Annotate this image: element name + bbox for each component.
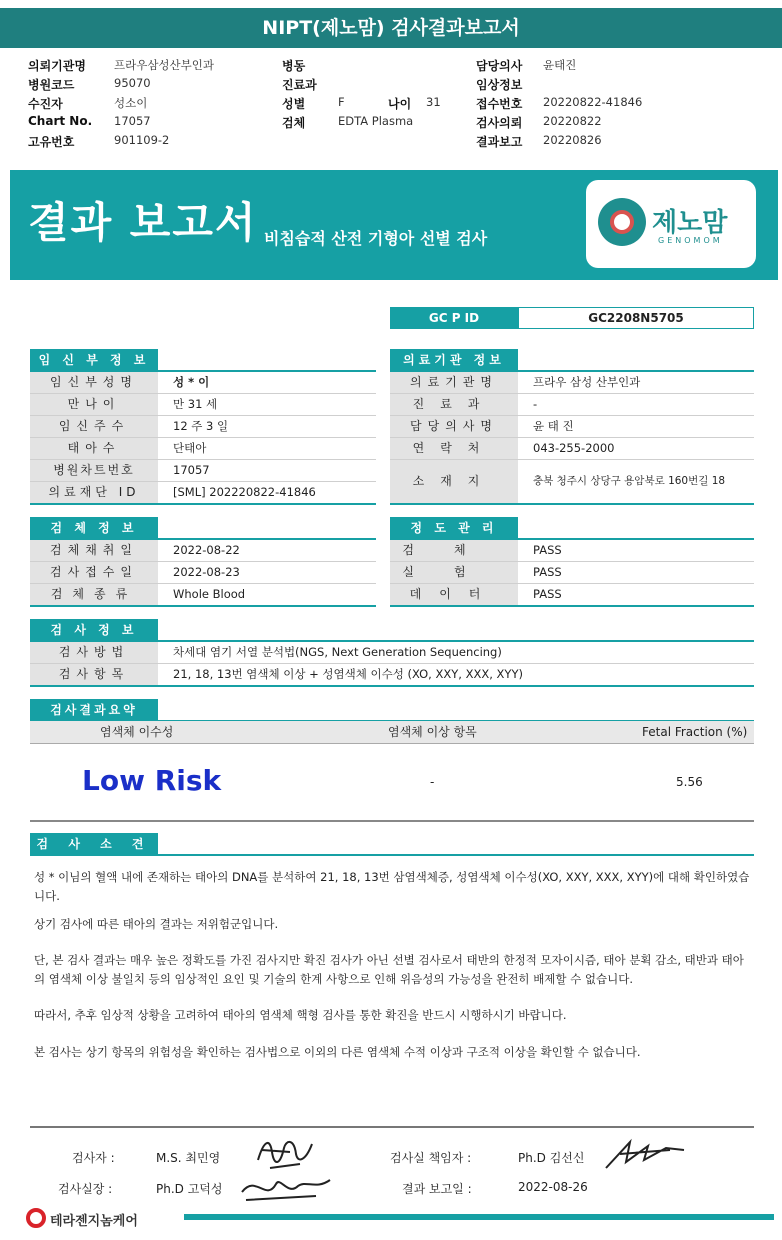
header-label: 담당의사: [476, 59, 523, 73]
row-value: Whole Blood: [173, 587, 246, 601]
result-low-risk: Low Risk: [82, 764, 222, 797]
row-value: 차세대 염기 서열 분석법(NGS, Next Generation Sequencing): [173, 645, 502, 659]
header-value: 프라우삼성산부인과: [114, 58, 214, 72]
row-value: 충북 청주시 상당구 용암북로 160번길 18: [533, 475, 726, 487]
row-label: 검사접수일: [30, 562, 158, 583]
fetal-fraction-value: 5.56: [676, 775, 703, 789]
row-value: -: [533, 397, 538, 411]
col-aneuploidy: 염색체 이수성: [100, 725, 174, 739]
findings-paragraph-3: 단, 본 검사 결과는 매우 높은 정확도를 가진 검사지만 확진 검사가 아닌 선별 검사로서 태반의 한정적 모자이시즘, 태아 분획 감소, 태반과 태아의 염색체 이상 불일치 등의 임상적인 요인 및 기술의 한계 사항으로 인해 위음성의 가능성을 완전히 배제할 수 없습니다.: [34, 953, 744, 986]
row-value: PASS: [533, 587, 562, 601]
header-value: 20220822: [543, 114, 602, 128]
row-label: 소재지: [390, 460, 518, 503]
row-label: 태아수: [30, 438, 158, 459]
age-label: 나이: [388, 97, 412, 111]
col-abnormal-items: 염색체 이상 항목: [388, 725, 477, 739]
row-label: 실험: [390, 562, 518, 583]
header-label: 결과보고: [476, 135, 523, 149]
row-label: 임신주수: [30, 416, 158, 437]
institution-info-table: [390, 372, 754, 505]
row-value: 만 31 세: [173, 397, 218, 411]
findings-paragraph-2: 상기 검사에 따른 태아의 결과는 저위험군입니다.: [34, 917, 279, 931]
dept-label: 진료과: [282, 78, 317, 92]
header-label: Chart No.: [28, 114, 93, 128]
gcp-id-value: GC2208N5705: [518, 307, 754, 329]
row-label: 검체: [390, 540, 518, 561]
row-value: PASS: [533, 543, 562, 557]
age-value: 31: [426, 95, 441, 109]
header-value: 성소이: [114, 96, 148, 110]
lab-chief-name: Ph.D 고덕성: [156, 1182, 223, 1196]
row-label: 병원차트번호: [30, 460, 158, 481]
row-label: 진료과: [390, 394, 518, 415]
col-fetal-fraction: Fetal Fraction (%): [642, 725, 748, 739]
sex-value: F: [338, 95, 345, 109]
signature-lab-chief-icon: [236, 1166, 336, 1208]
summary-header: [30, 721, 754, 743]
tester-label: 검사자 :: [72, 1151, 115, 1165]
ward-label: 병동: [282, 59, 306, 73]
row-value: 2022-08-23: [173, 565, 240, 579]
sex-label: 성별: [282, 97, 306, 111]
row-value: PASS: [533, 565, 562, 579]
header-left: [28, 57, 278, 152]
row-label: 검사방법: [30, 642, 158, 663]
section-line: [30, 854, 754, 856]
lab-chief-label: 검사실장 :: [58, 1182, 113, 1196]
row-value: [SML] 202220822-41846: [173, 485, 316, 499]
banner-title: 결과 보고서: [28, 198, 258, 247]
section-institution-info: 의료기관 정보: [390, 349, 518, 371]
report-title: NIPT(제노맘) 검사결과보고서: [0, 8, 782, 48]
report-date-value: 2022-08-26: [518, 1180, 588, 1194]
report-date-label: 결과 보고일 :: [402, 1182, 472, 1196]
row-label: 의료기관명: [390, 372, 518, 393]
header-value: 20220822-41846: [543, 95, 643, 109]
banner-subtitle: 비침습적 산전 기형아 선별 검사: [264, 229, 488, 248]
logo-subtext: GENOMOM: [658, 236, 723, 245]
row-value: 2022-08-22: [173, 543, 240, 557]
lab-head-name: Ph.D 김선신: [518, 1151, 585, 1165]
row-label: 연락처: [390, 438, 518, 459]
row-label: 담당의사명: [390, 416, 518, 437]
row-label: 검체종류: [30, 584, 158, 605]
row-value: 윤 태 진: [533, 419, 574, 433]
header-label: 고유번호: [28, 135, 75, 149]
header-label: 검사의뢰: [476, 116, 523, 130]
row-value: 17057: [173, 463, 210, 477]
section-summary: 검사결과요약: [30, 699, 158, 721]
specimen-info-table: [30, 540, 376, 607]
header-label: 접수번호: [476, 97, 523, 111]
row-label: 임신부성명: [30, 372, 158, 393]
findings-paragraph-4: 따라서, 추후 임상적 상황을 고려하여 태아의 염색체 핵형 검사를 통한 확진을 반드시 시행하시기 바랍니다.: [34, 1008, 567, 1022]
qc-table: [390, 540, 754, 607]
row-label: 의료재단 ID: [30, 482, 158, 503]
section-test-info: 검 사 정 보: [30, 619, 158, 641]
lab-head-label: 검사실 책임자 :: [390, 1151, 472, 1165]
row-value: 단태아: [173, 441, 207, 455]
abnormal-items-value: -: [430, 775, 435, 789]
footer-logo-text: 테라젠지놈케어: [50, 1214, 138, 1229]
pregnant-info-table: [30, 372, 376, 505]
row-label: 검체채취일: [30, 540, 158, 561]
row-value: 12 주 3 일: [173, 419, 229, 433]
header-value: 901109-2: [114, 133, 170, 147]
footer-bar: [184, 1214, 774, 1220]
row-label: 만나이: [30, 394, 158, 415]
gcp-id-label: GC P ID: [390, 307, 518, 329]
findings-paragraph-5: 본 검사는 상기 항목의 위험성을 확인하는 검사법으로 이외의 다른 염색체 수적 이상과 구조적 이상을 확인할 수 없습니다.: [34, 1045, 641, 1059]
row-value: 043-255-2000: [533, 441, 615, 455]
section-specimen-info: 검 체 정 보: [30, 517, 158, 539]
header-label: 임상정보: [476, 78, 523, 92]
section-qc: 정 도 관 리: [390, 517, 518, 539]
header-right: [476, 57, 766, 152]
row-label: 검사항목: [30, 664, 158, 685]
header-label: 병원코드: [28, 78, 75, 92]
signature-lab-head-icon: [600, 1134, 690, 1174]
theragen-logo-icon: [26, 1208, 46, 1228]
test-info-table: [30, 642, 754, 687]
tester-name: M.S. 최민영: [156, 1151, 221, 1165]
header-mid: [282, 57, 472, 133]
logo-text: 제노맘: [652, 208, 728, 238]
genomom-logo-inner-icon: [610, 210, 634, 234]
row-value: 성 * 이: [173, 375, 210, 389]
section-pregnant-info: 임 신 부 정 보: [30, 349, 158, 371]
section-findings: 검 사 소 견: [30, 833, 158, 855]
header-value: 17057: [114, 114, 151, 128]
row-label: 데이터: [390, 584, 518, 605]
specimen-value: EDTA Plasma: [338, 114, 414, 128]
row-value: 프라우 삼성 산부인과: [533, 375, 641, 389]
findings-paragraph-1: 성 * 이님의 혈액 내에 존재하는 태아의 DNA를 분석하여 21, 18, 13번 삼염색체증, 성염색체 이수성(XO, XXY, XXX, XYY)에 대해 확인하였습니다.: [34, 870, 750, 903]
header-label: 수진자: [28, 97, 63, 111]
header-value: 95070: [114, 76, 151, 90]
row-value: 21, 18, 13번 염색체 이상 + 성염색체 이수성 (XO, XXY, XXX, XYY): [173, 667, 523, 681]
header-value: 20220826: [543, 133, 602, 147]
header-label: 의뢰기관명: [28, 59, 86, 73]
specimen-label: 검체: [282, 116, 306, 130]
header-value: 윤태진: [543, 58, 577, 72]
